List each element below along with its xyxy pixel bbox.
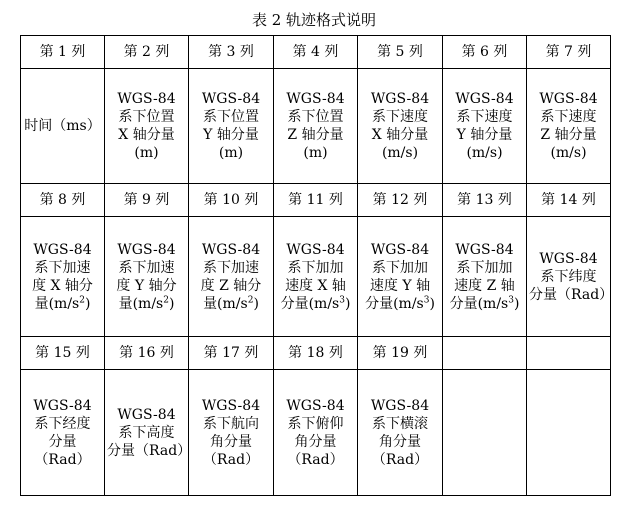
description-text xyxy=(32,241,93,313)
description-row xyxy=(21,370,611,496)
unit-closing: ) xyxy=(168,295,175,312)
column-header-cell xyxy=(443,337,527,370)
description-cell xyxy=(527,217,614,337)
description-text: WGS-84 系下速度 Z 轴分量 (m/s) xyxy=(539,91,598,161)
table-caption: 表 2 轨迹格式说明 xyxy=(251,11,377,29)
description-text xyxy=(281,241,351,313)
header-row xyxy=(21,337,611,370)
description-cell xyxy=(105,217,189,337)
column-header-cell: 第 13 列 xyxy=(443,184,527,217)
description-cell xyxy=(274,69,358,184)
column-header-cell: 第 17 列 xyxy=(189,337,274,370)
description-cell xyxy=(189,217,274,337)
description-text: WGS-84 系下航向 角分量 （Rad） xyxy=(201,397,261,468)
unit-exponent: 3 xyxy=(508,294,514,305)
description-text: WGS-84 系下横滚 角分量 （Rad） xyxy=(370,397,430,468)
unit-exponent: 2 xyxy=(79,294,85,305)
description-cell xyxy=(527,370,611,496)
description-main-text: WGS-84 系下加加 速度 Z 轴 分量(m/s xyxy=(449,241,515,312)
description-cell xyxy=(21,69,105,184)
description-main-text: WGS-84 系下加加 速度 X 轴 分量(m/s xyxy=(280,241,346,312)
column-header-cell xyxy=(527,337,611,370)
description-cell xyxy=(358,370,443,496)
column-header-cell: 第 14 列 xyxy=(527,184,611,217)
description-cell xyxy=(443,217,527,337)
column-header-cell: 第 6 列 xyxy=(443,36,527,69)
track-format-table xyxy=(20,35,614,496)
description-main-text: WGS-84 系下加速 度 X 轴分 量(m/s xyxy=(32,241,93,312)
column-header-cell: 第 18 列 xyxy=(274,337,358,370)
column-header-cell: 第 10 列 xyxy=(189,184,274,217)
unit-exponent: 2 xyxy=(247,294,254,305)
description-cell xyxy=(274,370,358,496)
description-text: WGS-84 系下速度 Y 轴分量 (m/s) xyxy=(455,91,514,161)
description-text: 时间（ms） xyxy=(24,118,101,134)
column-header-cell: 第 9 列 xyxy=(105,184,189,217)
description-cell xyxy=(189,69,274,184)
description-cell xyxy=(358,217,443,337)
column-header-cell: 第 3 列 xyxy=(189,36,274,69)
description-text: WGS-84 系下俯仰 角分量 （Rad） xyxy=(286,397,345,468)
unit-exponent: 3 xyxy=(423,294,430,305)
header-row xyxy=(21,36,611,69)
description-text: WGS-84 系下位置 Z 轴分量 (m) xyxy=(286,91,345,161)
description-main-text: WGS-84 系下纬度 分量（Rad） xyxy=(529,250,614,303)
description-main-text: WGS-84 系下加加 速度 Y 轴 分量(m/s xyxy=(365,241,431,312)
column-header-cell: 第 7 列 xyxy=(527,36,611,69)
description-cell xyxy=(443,370,527,496)
unit-closing: ) xyxy=(429,295,435,312)
description-cell xyxy=(21,217,105,337)
description-cell xyxy=(105,370,192,496)
unit-closing: ) xyxy=(344,295,351,312)
unit-closing: ) xyxy=(513,295,520,312)
unit-exponent: 3 xyxy=(339,294,345,305)
column-header-cell: 第 12 列 xyxy=(358,184,443,217)
description-row xyxy=(21,69,611,184)
description-text: WGS-84 系下位置 Y 轴分量 (m) xyxy=(201,91,261,161)
column-header-cell: 第 11 列 xyxy=(274,184,358,217)
unit-exponent: 2 xyxy=(163,294,169,305)
description-text xyxy=(201,241,262,313)
description-text: WGS-84 系下速度 X 轴分量 (m/s) xyxy=(370,91,430,161)
column-header-cell: 第 19 列 xyxy=(358,337,443,370)
description-text xyxy=(116,241,176,313)
description-cell xyxy=(443,69,527,184)
description-main-text: WGS-84 系下加速 度 Y 轴分 量(m/s xyxy=(116,241,177,312)
unit-closing: ) xyxy=(253,295,259,312)
column-header-cell: 第 15 列 xyxy=(21,337,105,370)
unit-closing: ) xyxy=(84,295,91,312)
column-header-cell: 第 2 列 xyxy=(105,36,189,69)
column-header-cell: 第 1 列 xyxy=(21,36,105,69)
description-cell xyxy=(21,370,105,496)
description-cell xyxy=(527,69,611,184)
description-text xyxy=(365,241,435,313)
description-cell xyxy=(189,370,274,496)
description-main-text: WGS-84 系下加速 度 Z 轴分 量(m/s xyxy=(200,241,262,312)
description-text xyxy=(529,250,614,304)
description-cell xyxy=(358,69,443,184)
column-header-cell: 第 5 列 xyxy=(358,36,443,69)
description-cell xyxy=(105,69,189,184)
description-text: WGS-84 系下位置 X 轴分量 (m) xyxy=(117,91,176,161)
description-text: WGS-84 系下高度 分量（Rad） xyxy=(107,406,192,459)
description-cell xyxy=(274,217,358,337)
header-row xyxy=(21,184,611,217)
description-row xyxy=(21,217,611,337)
description-text: WGS-84 系下经度 分量 （Rad） xyxy=(33,397,92,468)
column-header-cell: 第 16 列 xyxy=(105,337,189,370)
column-header-cell: 第 4 列 xyxy=(274,36,358,69)
table-body xyxy=(21,36,614,496)
description-text xyxy=(450,241,520,313)
column-header-cell: 第 8 列 xyxy=(21,184,105,217)
